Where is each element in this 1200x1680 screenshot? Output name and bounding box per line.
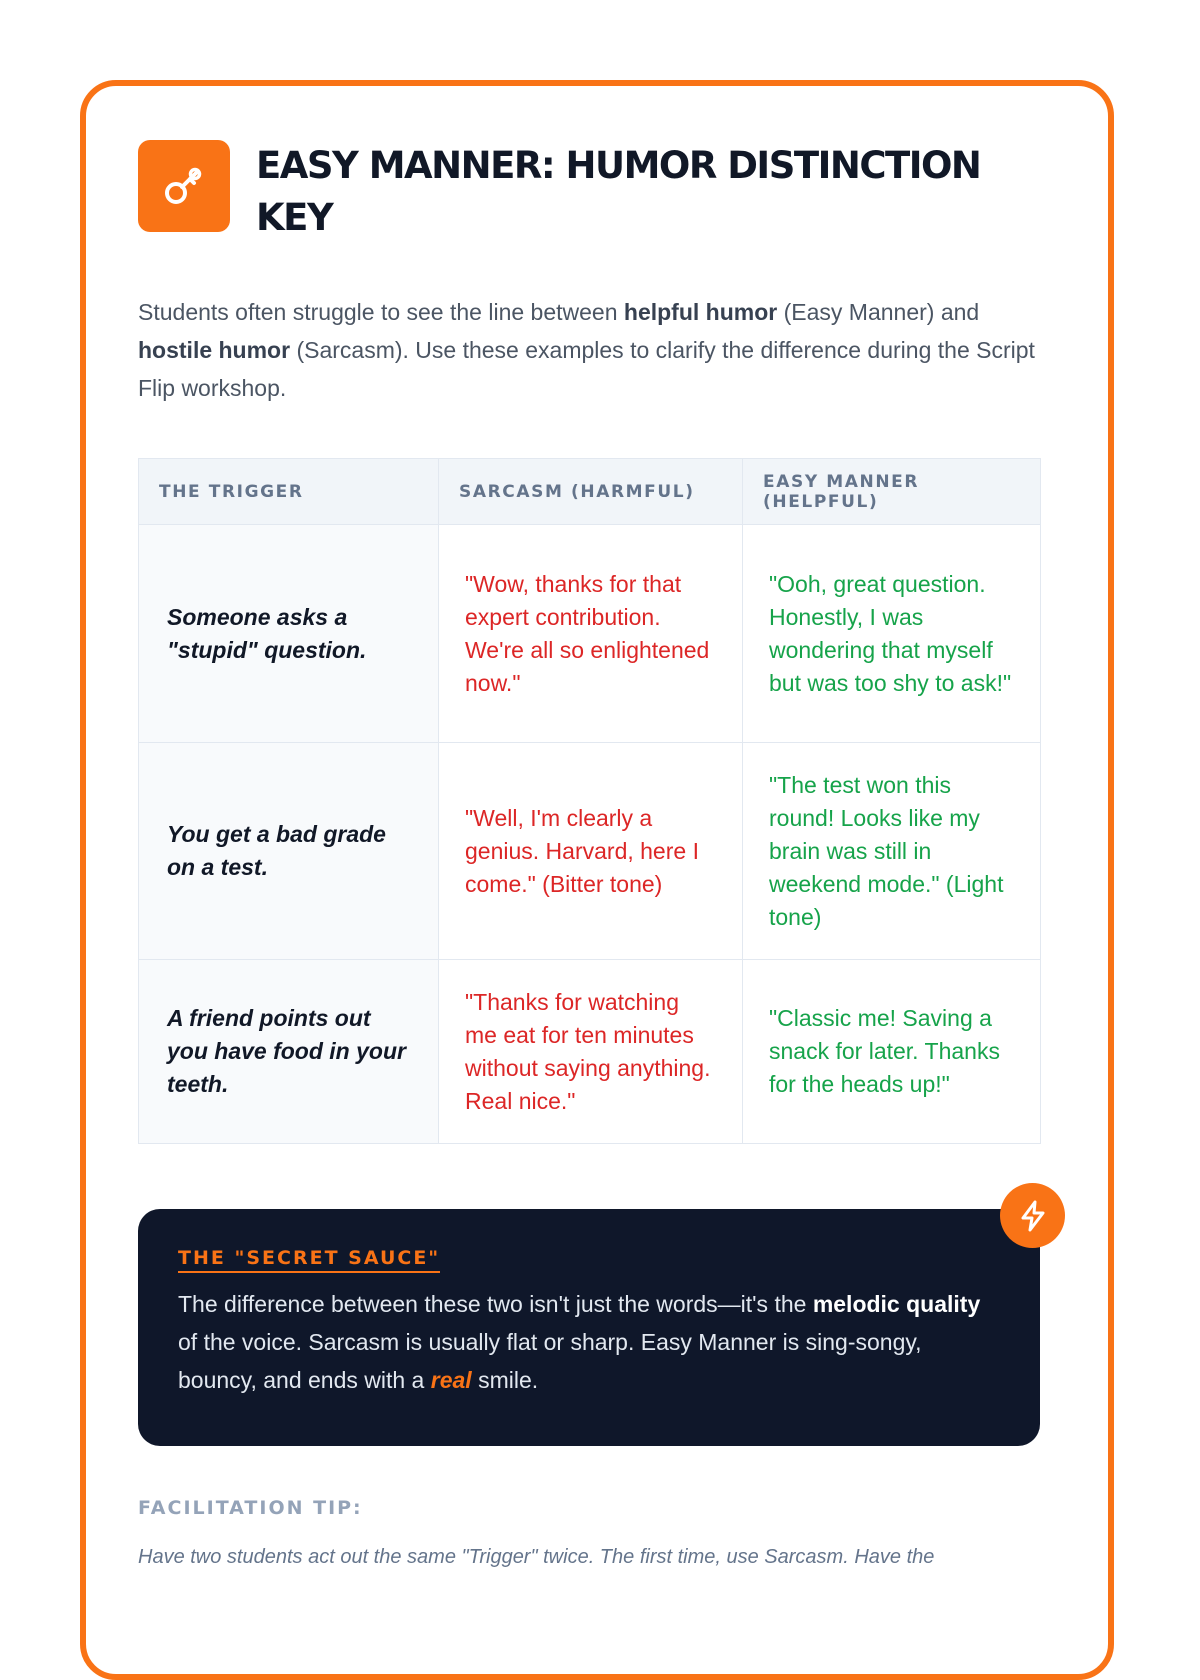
sarcasm-cell: "Wow, thanks for that expert contribution. We're all so enlightened now." xyxy=(439,525,743,743)
easy-manner-cell: "Ooh, great question. Honestly, I was wondering that myself but was too shy to ask!" xyxy=(743,525,1041,743)
facilitation-tip-heading: FACILITATION TIP: xyxy=(138,1497,363,1519)
card-header xyxy=(138,140,1048,244)
trigger-cell: A friend points out you have food in your teeth. xyxy=(139,960,439,1144)
intro-paragraph xyxy=(138,293,1048,407)
lightning-bolt-icon xyxy=(1000,1183,1065,1248)
sauce-text: The difference between these two isn't just the words—it's the xyxy=(178,1291,813,1317)
secret-sauce-callout xyxy=(138,1209,1040,1446)
key-icon xyxy=(138,140,230,232)
easy-manner-cell: "The test won this round! Looks like my brain was still in weekend mode." (Light tone) xyxy=(743,743,1041,960)
column-header-trigger: THE TRIGGER xyxy=(139,459,439,525)
intro-emphasis-helpful: helpful humor xyxy=(623,299,778,325)
table-row xyxy=(139,743,1041,960)
sauce-real-emphasis: real xyxy=(430,1367,472,1393)
trigger-cell: You get a bad grade on a test. xyxy=(139,743,439,960)
sarcasm-cell: "Well, I'm clearly a genius. Harvard, here I come." (Bitter tone) xyxy=(439,743,743,960)
table-header-row xyxy=(139,459,1041,525)
sauce-emphasis: melodic quality xyxy=(812,1291,981,1317)
sauce-text: of the voice. Sarcasm is usually flat or sharp. Easy Manner is sing-songy, bouncy, and ends with a xyxy=(178,1329,922,1393)
secret-sauce-title: THE "SECRET SAUCE" xyxy=(178,1247,440,1273)
trigger-cell: Someone asks a "stupid" question. xyxy=(139,525,439,743)
humor-distinction-table xyxy=(138,458,1041,1144)
column-header-sarcasm: SARCASM (HARMFUL) xyxy=(439,459,743,525)
table-row xyxy=(139,525,1041,743)
page-title: EASY MANNER: HUMOR DISTINCTION KEY xyxy=(256,144,981,239)
intro-text: (Easy Manner) and xyxy=(777,299,980,325)
sarcasm-cell: "Thanks for watching me eat for ten minutes without saying anything. Real nice." xyxy=(439,960,743,1144)
easy-manner-cell: "Classic me! Saving a snack for later. Thanks for the heads up!" xyxy=(743,960,1041,1144)
intro-text: Students often struggle to see the line between xyxy=(138,299,624,325)
sauce-text: smile. xyxy=(471,1367,539,1393)
facilitation-tip-text: Have two students act out the same "Trigger" twice. The first time, use Sarcasm. Have the xyxy=(138,1546,935,1568)
secret-sauce-text xyxy=(178,1285,1000,1399)
intro-text: (Sarcasm). Use these examples to clarify the difference during the Script Flip workshop. xyxy=(138,337,1035,401)
table-row xyxy=(139,960,1041,1144)
intro-emphasis-hostile: hostile humor xyxy=(138,337,291,363)
column-header-easy-manner: EASY MANNER (HELPFUL) xyxy=(743,459,1041,525)
